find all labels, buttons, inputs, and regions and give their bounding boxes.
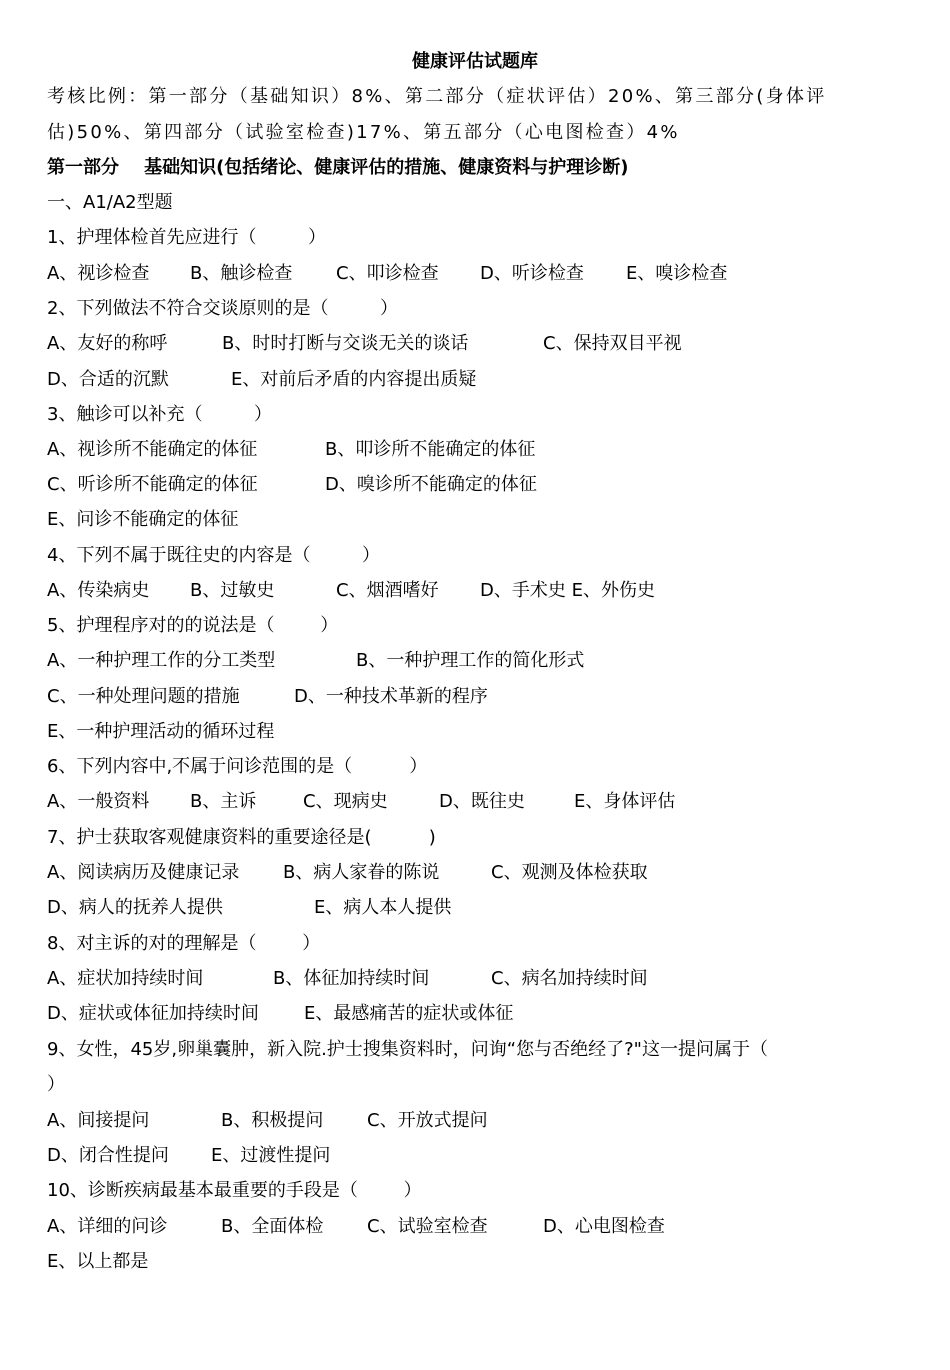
option-c: C、现病史 xyxy=(303,791,388,812)
option-e: E、身体评估 xyxy=(574,791,676,812)
option-b: B、一种护理工作的简化形式 xyxy=(356,650,585,671)
part-1-heading: 第一部分 基础知识(包括绪论、健康评估的措施、健康资料与护理诊断) xyxy=(47,157,629,178)
option-e: E、嗅诊检查 xyxy=(626,263,728,284)
question-8-options-row-1 xyxy=(47,966,907,992)
question-10-options-row-1 xyxy=(47,1214,907,1240)
option-a: A、一般资料 xyxy=(47,791,150,812)
question-3: 3、触诊可以补充（ ） xyxy=(47,404,272,425)
question-1-options xyxy=(47,261,907,287)
question-7-options-row-1 xyxy=(47,860,907,886)
question-7-options-row-2 xyxy=(47,895,907,921)
exam-ratio-line-2: 估)50%、第四部分（试验室检查)17%、第五部分（心电图检查）4% xyxy=(47,122,680,143)
question-5: 5、护理程序对的的说法是（ ） xyxy=(47,615,339,636)
option-c: C、保持双目平视 xyxy=(543,333,682,354)
question-8: 8、对主诉的对的理解是（ ） xyxy=(47,933,321,954)
question-9-line-2: ） xyxy=(47,1074,65,1095)
option-b: B、触诊检查 xyxy=(190,263,293,284)
exam-ratio-line-1: 考核比例：第一部分（基础知识）8%、第二部分（症状评估）20%、第三部分(身体评 xyxy=(47,86,827,107)
option-a: A、症状加持续时间 xyxy=(47,968,204,989)
option-c: C、听诊所不能确定的体征 xyxy=(47,474,258,495)
question-2-options-row-2 xyxy=(47,367,907,393)
question-1: 1、护理体检首先应进行（ ） xyxy=(47,227,326,248)
option-c: C、烟酒嗜好 xyxy=(336,580,439,601)
question-5-option-e: E、一种护理活动的循环过程 xyxy=(47,721,275,742)
option-c: C、一种处理问题的措施 xyxy=(47,686,240,707)
question-9-options-row-2 xyxy=(47,1143,907,1169)
option-c: C、观测及体检获取 xyxy=(491,862,648,883)
question-3-options-row-1 xyxy=(47,437,907,463)
question-8-options-row-2 xyxy=(47,1001,907,1027)
question-7: 7、护士获取客观健康资料的重要途径是( ) xyxy=(47,827,436,848)
question-3-options-row-2 xyxy=(47,472,907,498)
option-a: A、详细的问诊 xyxy=(47,1216,168,1237)
option-d: D、既往史 xyxy=(439,791,525,812)
question-4: 4、下列不属于既往史的内容是（ ） xyxy=(47,545,380,566)
option-d: D、听诊检查 xyxy=(480,263,584,284)
question-5-options-row-2 xyxy=(47,684,907,710)
option-b: B、过敏史 xyxy=(190,580,275,601)
document-title: 健康评估试题库 xyxy=(412,51,538,72)
question-2: 2、下列做法不符合交谈原则的是（ ） xyxy=(47,298,398,319)
option-d-e: D、手术史 E、外伤史 xyxy=(480,580,655,601)
option-d: D、病人的抚养人提供 xyxy=(47,897,223,918)
question-9-options-row-1 xyxy=(47,1108,907,1134)
question-5-options-row-1 xyxy=(47,648,907,674)
option-a: A、传染病史 xyxy=(47,580,150,601)
option-b: B、积极提问 xyxy=(221,1110,324,1131)
option-e: E、病人本人提供 xyxy=(314,897,452,918)
option-a: A、视诊所不能确定的体征 xyxy=(47,439,258,460)
option-d: D、一种技术革新的程序 xyxy=(294,686,488,707)
option-b: B、主诉 xyxy=(190,791,257,812)
question-3-option-e: E、问诊不能确定的体征 xyxy=(47,509,239,530)
question-9-line-1: 9、女性，45岁,卵巢囊肿，新入院.护士搜集资料时，问询“您与否绝经了?"这一提问属于（ xyxy=(47,1039,768,1060)
question-6: 6、下列内容中,不属于问诊范围的是（ ） xyxy=(47,756,428,777)
option-d: D、合适的沉默 xyxy=(47,369,169,390)
option-d: D、症状或体征加持续时间 xyxy=(47,1003,259,1024)
option-c: C、叩诊检查 xyxy=(336,263,439,284)
option-a: A、友好的称呼 xyxy=(47,333,168,354)
option-b: B、病人家眷的陈说 xyxy=(283,862,440,883)
option-a: A、视诊检查 xyxy=(47,263,150,284)
option-d: D、心电图检查 xyxy=(543,1216,665,1237)
option-e: E、过渡性提问 xyxy=(211,1145,331,1166)
option-d: D、闭合性提问 xyxy=(47,1145,169,1166)
option-c: C、试验室检查 xyxy=(367,1216,488,1237)
option-c: C、开放式提问 xyxy=(367,1110,488,1131)
option-d: D、嗅诊所不能确定的体征 xyxy=(325,474,537,495)
question-10-option-e: E、以上都是 xyxy=(47,1251,149,1272)
question-10: 10、诊断疾病最基本最重要的手段是（ ） xyxy=(47,1180,422,1201)
option-b: B、体征加持续时间 xyxy=(273,968,430,989)
question-4-options xyxy=(47,578,907,604)
option-a: A、阅读病历及健康记录 xyxy=(47,862,240,883)
option-b: B、叩诊所不能确定的体征 xyxy=(325,439,536,460)
option-b: B、全面体检 xyxy=(221,1216,324,1237)
option-a: A、一种护理工作的分工类型 xyxy=(47,650,276,671)
option-b: B、时时打断与交谈无关的谈话 xyxy=(222,333,469,354)
question-2-options-row-1 xyxy=(47,331,907,357)
option-c: C、病名加持续时间 xyxy=(491,968,648,989)
option-e: E、最感痛苦的症状或体征 xyxy=(304,1003,514,1024)
section-heading-a1-a2: 一、A1/A2型题 xyxy=(47,192,173,213)
option-a: A、间接提问 xyxy=(47,1110,150,1131)
question-6-options xyxy=(47,789,907,815)
option-e: E、对前后矛盾的内容提出质疑 xyxy=(231,369,477,390)
